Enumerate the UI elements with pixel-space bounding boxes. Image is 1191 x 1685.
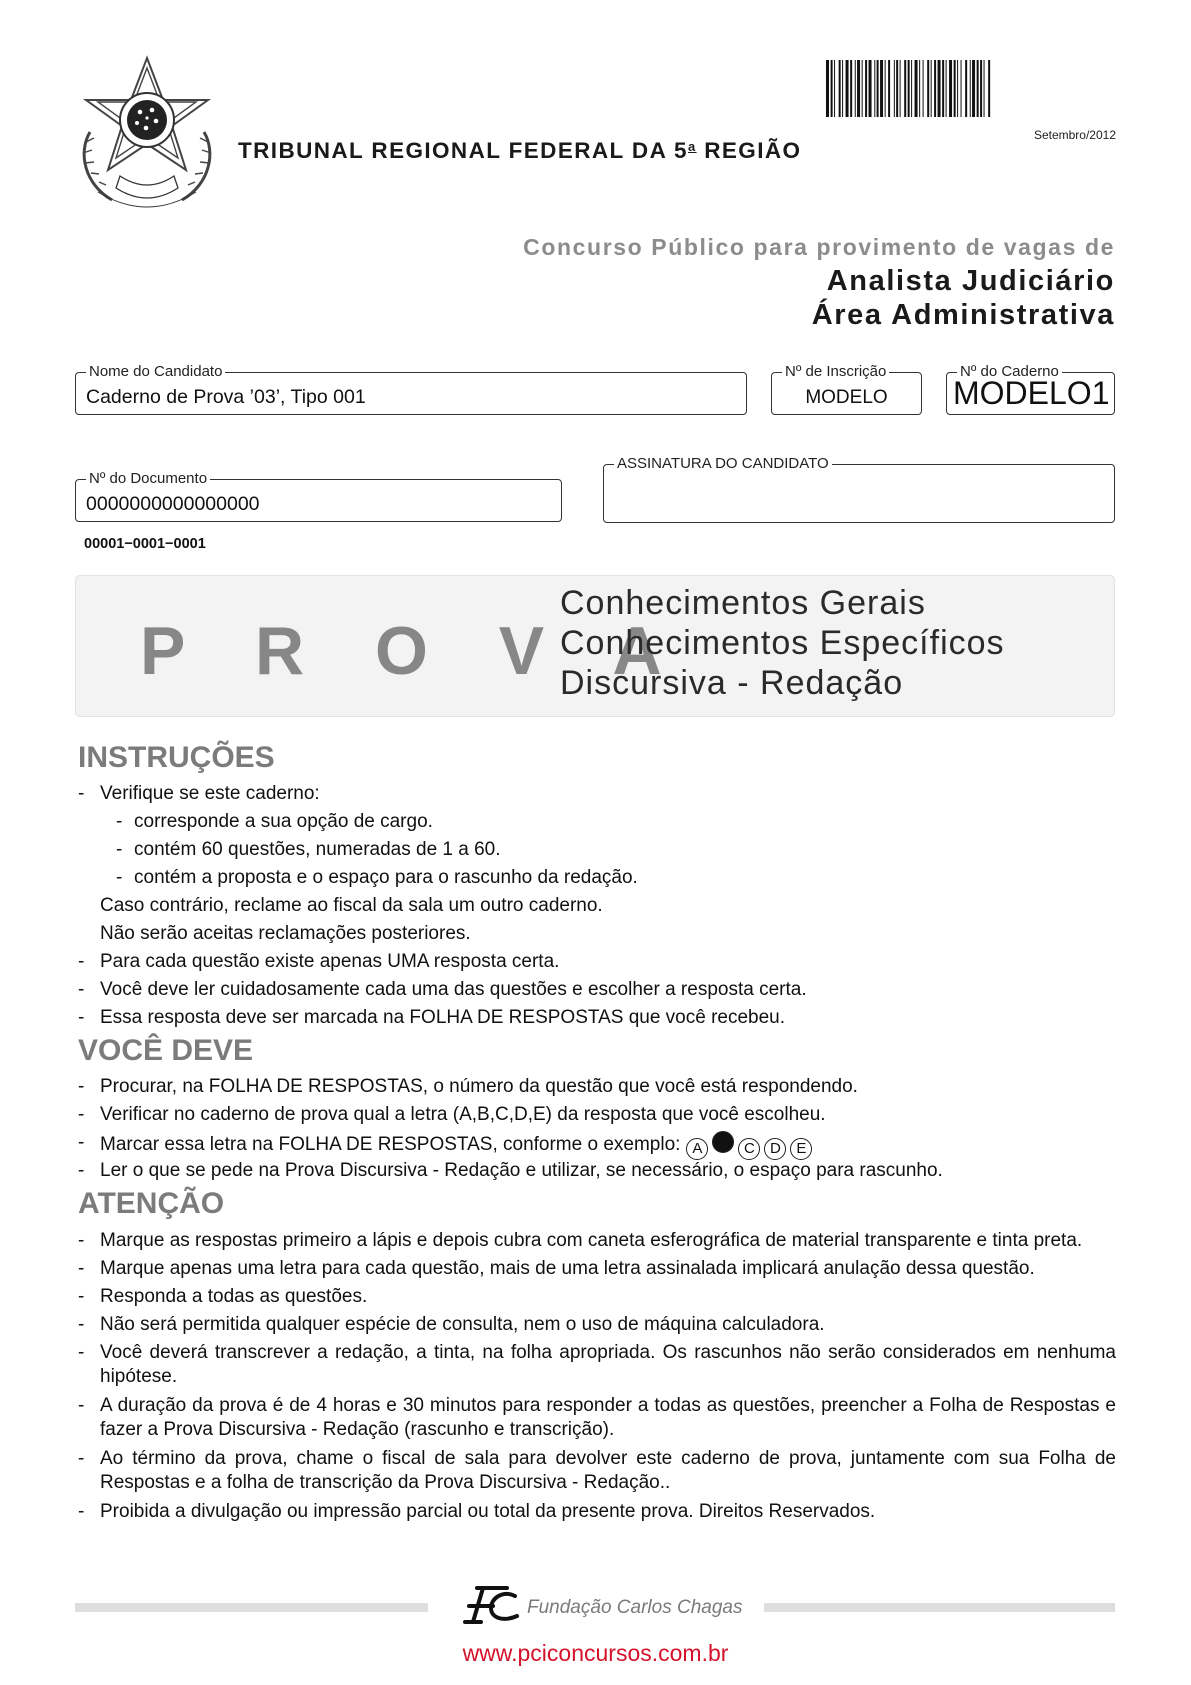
- answer-bubble-d: D: [764, 1138, 786, 1160]
- document-number-value: 0000000000000000: [86, 493, 260, 515]
- exam-part: Conhecimentos Gerais: [560, 584, 926, 622]
- foundation-name: Fundação Carlos Chagas: [527, 1597, 743, 1618]
- candidate-name-label: Nome do Candidato: [86, 363, 225, 381]
- exam-date: Setembro/2012: [1033, 128, 1116, 142]
- document-number-field[interactable]: [75, 470, 562, 522]
- answer-bubble-a: A: [686, 1138, 708, 1160]
- registration-number-field[interactable]: [771, 363, 922, 415]
- barcode-icon: [826, 60, 1116, 117]
- attention-title: ATENÇÃO: [78, 1187, 225, 1220]
- answer-bubble-c: C: [738, 1138, 760, 1160]
- contest-heading: Concurso Público para provimento de vagas de: [523, 234, 1115, 260]
- signature-label: ASSINATURA DO CANDIDATO: [614, 455, 832, 473]
- exam-part: Discursiva - Redação: [560, 664, 904, 702]
- institution-title: TRIBUNAL REGIONAL FEDERAL DA 5$^a$ REGIÃO: [238, 138, 802, 163]
- booklet-number-value: MODELO1: [953, 375, 1110, 411]
- exam-part: Conhecimentos Específicos: [560, 624, 1005, 662]
- signature-field[interactable]: [603, 455, 1115, 523]
- footer-rule: [764, 1603, 1115, 1612]
- document-number-label: Nº do Documento: [86, 470, 210, 488]
- instructions-title: INSTRUÇÕES: [78, 741, 275, 774]
- candidate-name-value: Caderno de Prova ’03’, Tipo 001: [86, 386, 366, 408]
- candidate-name-field[interactable]: [75, 363, 747, 415]
- answer-example: [686, 1131, 816, 1160]
- registration-number-value: MODELO: [805, 387, 888, 408]
- answer-bubble-filled: [712, 1131, 734, 1153]
- you-must-title: VOCÊ DEVE: [78, 1034, 254, 1067]
- job-area: Área Administrativa: [811, 299, 1115, 331]
- registration-number-label: Nº de Inscrição: [782, 363, 889, 381]
- exam-parts-list: [560, 583, 1005, 703]
- booklet-number-label: Nº do Caderno: [957, 363, 1062, 381]
- booklet-code: 00001−0001−0001: [84, 536, 206, 552]
- answer-bubble-e: E: [790, 1138, 812, 1160]
- exam-banner-title: P R O V A: [140, 613, 688, 689]
- website-link[interactable]: www.pciconcursos.com.br: [462, 1640, 729, 1666]
- job-title: Analista Judiciário: [826, 265, 1115, 297]
- fcc-logo-icon: [463, 1584, 521, 1626]
- footer-rule: [75, 1603, 428, 1612]
- booklet-number-field[interactable]: [946, 363, 1115, 415]
- coat-of-arms-icon: [72, 52, 222, 212]
